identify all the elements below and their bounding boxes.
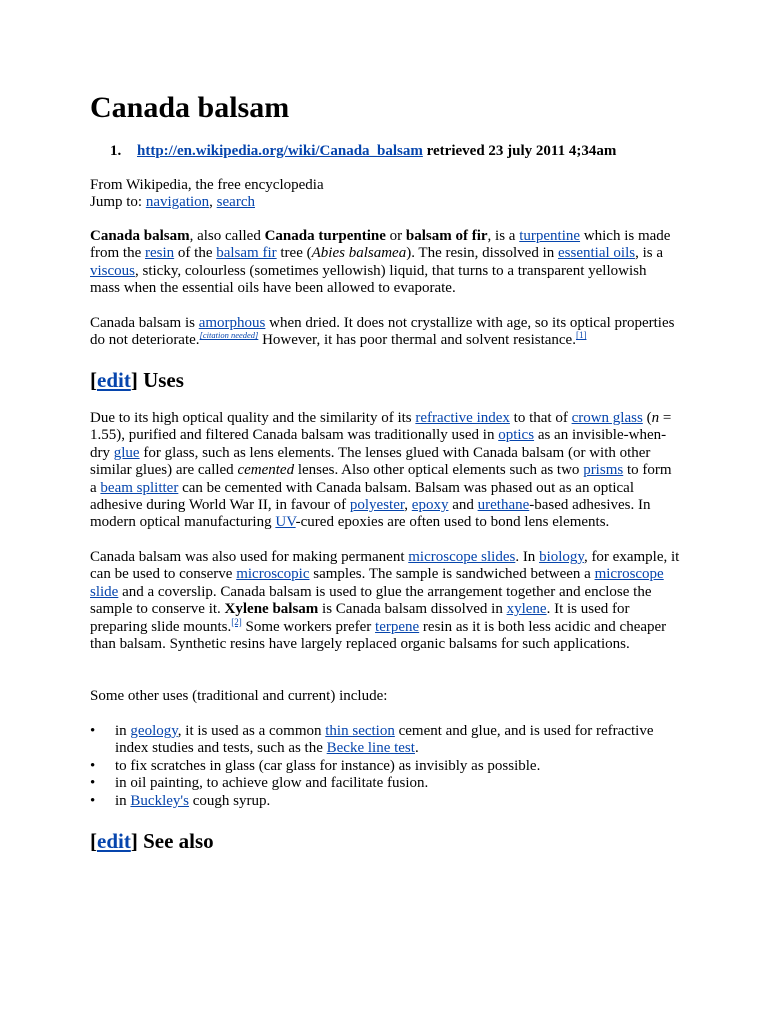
text: lenses. Also other optical elements such as two (294, 462, 584, 479)
text: and (448, 497, 478, 514)
list-item (90, 793, 680, 810)
text: , is a (635, 245, 663, 262)
text: when dried. It does not crystallize with age, so its optical properties do not deteriorate. (90, 315, 675, 349)
resin-link[interactable]: resin (144, 245, 175, 262)
text: Some workers prefer (241, 618, 376, 635)
paragraph-properties (90, 315, 680, 350)
terpene-link[interactable]: terpene (375, 618, 420, 635)
text: in (115, 723, 131, 739)
text: . It is used for preparing slide mounts. (90, 601, 630, 635)
list-item (90, 758, 680, 775)
edit-link-see-also[interactable]: edit (97, 829, 131, 853)
text: samples. The sample is sandwiched between a (309, 566, 595, 583)
text: as an invisible-when-dry (90, 427, 667, 461)
text: cement and glue, and is used for refractive index studies and tests, such as the (115, 723, 654, 757)
intro-block (90, 177, 680, 212)
amorphous-link[interactable]: amorphous (198, 315, 266, 331)
text: Canada balsam is (90, 315, 199, 331)
bracket: ] (130, 368, 138, 392)
comma: , (209, 194, 213, 211)
source-link[interactable]: http://en.wikipedia.org/wiki/Canada_balsam (137, 143, 423, 159)
source-line (110, 141, 617, 161)
text: = 1.55), purified and filtered Canada balsam was traditionally used in (90, 410, 672, 444)
text: in oil painting, to achieve glow and facilitate fusion. (115, 775, 429, 792)
bracket: ] (130, 829, 138, 853)
jump-to-label: Jump to: (90, 194, 143, 211)
viscous-link[interactable]: viscous (90, 262, 135, 279)
text: in (115, 792, 131, 809)
citation-needed-link[interactable]: [citation needed] (199, 330, 259, 341)
microscopic-link[interactable]: microscopic (236, 566, 310, 583)
term-bold: Xylene balsam (224, 601, 319, 618)
list-item (90, 775, 680, 792)
bullet-icon: • (90, 775, 96, 792)
polyester-link[interactable]: polyester (349, 497, 405, 514)
reference-2-link[interactable]: [2] (231, 616, 242, 627)
list-number: 1. (110, 143, 122, 159)
beam-splitter-link[interactable]: beam splitter (100, 479, 179, 496)
text: , (404, 497, 412, 514)
paragraph-optical-uses (90, 410, 680, 532)
search-link[interactable]: search (216, 194, 255, 211)
text: to fix scratches in glass (car glass for instance) as invisibly as possible. (115, 757, 541, 774)
text: However, it has poor thermal and solvent resistance. (258, 332, 576, 349)
text: Canada balsam was also used for making permanent (90, 549, 409, 565)
from-wikipedia-text: From Wikipedia, the free encyclopedia (90, 177, 324, 193)
becke-line-test-link[interactable]: Becke line test (326, 740, 415, 757)
uv-link[interactable]: UV (275, 514, 296, 531)
variable-n: n (651, 410, 660, 426)
prisms-link[interactable]: prisms (583, 462, 624, 479)
text: , it is used as a common (177, 723, 326, 739)
glue-link[interactable]: glue (113, 444, 140, 461)
microscope-slide-link[interactable]: microscope slide (90, 566, 664, 600)
thin-section-link[interactable]: thin section (325, 723, 395, 739)
text: ( (642, 410, 652, 426)
retrieved-text: retrieved 23 july 2011 4;34am (426, 143, 617, 159)
jump-to-line (90, 194, 680, 211)
text: resin as it is both less acidic and cheaper than balsam. Synthetic resins have largely replaced organic balsams for such applications. (90, 618, 667, 653)
text: , is a (487, 228, 520, 244)
text: -based adhesives. In modern optical manufacturing (90, 497, 651, 531)
text: is Canada balsam dissolved in (318, 601, 507, 618)
text: and a coverslip. Canada balsam is used to glue the arrangement together and enclose the sample to conserve it. (90, 583, 652, 618)
paragraph-other-uses (90, 688, 680, 705)
text: . (414, 740, 419, 757)
navigation-link[interactable]: navigation (145, 194, 210, 211)
balsam-fir-link[interactable]: balsam fir (216, 245, 277, 262)
bracket: [ (90, 829, 97, 853)
bracket: [ (90, 368, 97, 392)
xylene-link[interactable]: xylene (506, 601, 547, 618)
term-bold: balsam of fir (405, 228, 488, 244)
buckleys-link[interactable]: Buckley's (130, 792, 189, 809)
bullet-icon: • (90, 723, 96, 739)
cemented-term: cemented (237, 462, 295, 479)
microscope-slides-link[interactable]: microscope slides (408, 549, 516, 565)
geology-link[interactable]: geology (130, 723, 178, 739)
paragraph-microscope (90, 549, 680, 653)
biology-link[interactable]: biology (539, 549, 584, 565)
uses-list (90, 723, 680, 810)
section-title: Uses (137, 368, 184, 392)
refractive-index-link[interactable]: refractive index (415, 410, 510, 426)
section-title: See also (137, 829, 214, 853)
text: . In (515, 549, 540, 565)
page-title: Canada balsam (90, 91, 290, 124)
text: tree ( (276, 245, 312, 262)
bullet-icon: • (90, 757, 96, 774)
text: to form a (90, 462, 672, 496)
other-uses-intro: Some other uses (traditional and current) include: (90, 688, 388, 704)
text: to that of (509, 410, 572, 426)
term-bold: Canada balsam (90, 228, 190, 244)
text: or (385, 228, 406, 244)
list-item (90, 723, 680, 758)
text: cough syrup. (188, 792, 271, 809)
urethane-link[interactable]: urethane (477, 497, 530, 514)
text: which is made from the (90, 228, 671, 262)
section-heading-see-also (90, 828, 214, 854)
text: for glass, such as lens elements. The lenses glued with Canada balsam (or with other similar glues) are called (90, 444, 651, 479)
optics-link[interactable]: optics (498, 427, 535, 444)
section-heading-uses (90, 367, 184, 393)
text: , for example, it can be used to conserve (90, 549, 680, 583)
species-name: Abies balsamea (311, 245, 407, 262)
essential-oils-link[interactable]: essential oils (558, 245, 636, 262)
bullet-icon: • (90, 792, 96, 809)
text: , sticky, colourless (sometimes yellowish) liquid, that turns to a transparent yellowish mass when the essential oils have been allowed to evaporate. (90, 262, 647, 297)
crown-glass-link[interactable]: crown glass (571, 410, 643, 426)
paragraph-definition (90, 228, 680, 298)
reference-1-link[interactable]: [1] (575, 330, 587, 341)
term-bold: Canada turpentine (264, 228, 386, 244)
epoxy-link[interactable]: epoxy (411, 497, 449, 514)
turpentine-link[interactable]: turpentine (519, 228, 581, 244)
edit-link-uses[interactable]: edit (97, 368, 131, 392)
text: Due to its high optical quality and the similarity of its (90, 410, 416, 426)
text: -cured epoxies are often used to bond lens elements. (295, 514, 610, 531)
text: ). The resin, dissolved in (406, 245, 558, 262)
text: , also called (189, 228, 265, 244)
text: of the (174, 245, 217, 262)
text: can be cemented with Canada balsam. Balsam was phased out as an optical adhesive during World War II, in favour of (90, 479, 635, 514)
